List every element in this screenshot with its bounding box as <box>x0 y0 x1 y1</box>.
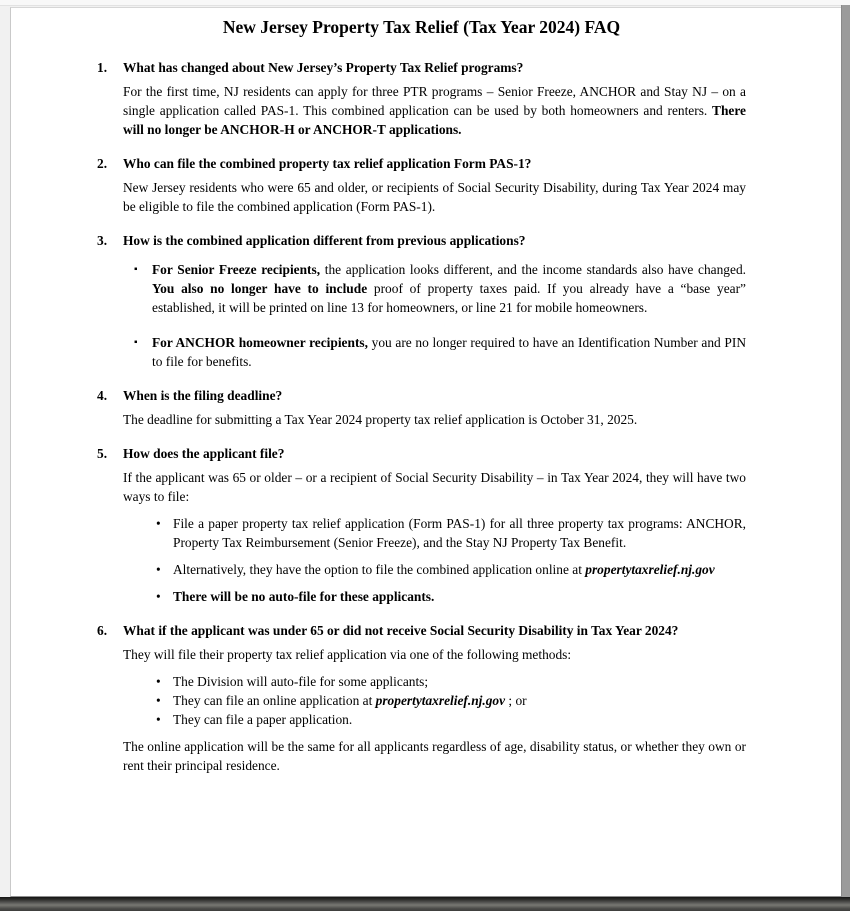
bullet-text <box>152 260 746 317</box>
faq-item <box>97 231 746 371</box>
faq-item-number: 6. <box>97 623 108 638</box>
faq-item-content <box>123 386 746 429</box>
text-run: If the applicant was 65 or older – or a recipient of Social Security Disability – in Tax Year 2024, they will have two ways to file: <box>123 470 746 504</box>
faq-bullet-item <box>123 587 746 606</box>
square-bullet-marker: ▪ <box>134 337 138 348</box>
text-run: you are no longer required to have an Identification Number and PIN to file for benefits. <box>152 335 746 369</box>
text-run: proof of property taxes paid. If you already have a “base year” established, it will be printed on line 13 for homeowners, or line 21 for mobile homeowners. <box>152 281 746 315</box>
text-run: For Senior Freeze recipients, <box>152 262 321 277</box>
faq-item-content <box>123 58 746 139</box>
faq-blocks <box>123 82 746 139</box>
square-bullet-marker: ▪ <box>134 264 138 275</box>
faq-question: What if the applicant was under 65 or did not receive Social Security Disability in Tax Year 2024? <box>123 623 679 638</box>
faq-item-number: 3. <box>97 233 108 248</box>
bullet-text <box>152 333 746 371</box>
bullet-text <box>173 514 746 552</box>
text-run: propertytaxrelief.nj.gov <box>375 693 506 708</box>
faq-item-number: 5. <box>97 446 108 461</box>
faq-paragraph <box>123 645 746 664</box>
faq-item <box>97 621 746 775</box>
faq-question: Who can file the combined property tax relief application Form PAS-1? <box>123 156 532 171</box>
round-bullet-marker: • <box>156 693 161 708</box>
bullet-text <box>173 691 746 710</box>
faq-question: What has changed about New Jersey’s Property Tax Relief programs? <box>123 60 524 75</box>
document-page <box>10 7 841 897</box>
bullet-text <box>173 710 746 729</box>
round-bullet-marker: • <box>156 589 161 604</box>
faq-item-number: 4. <box>97 388 108 403</box>
text-run: There will no longer be ANCHOR-H or ANCHOR-T applications. <box>123 103 746 137</box>
round-bullet-marker: • <box>156 516 161 531</box>
faq-item <box>97 154 746 216</box>
faq-bullet-item <box>123 333 746 371</box>
text-run: The Division will auto-file for some applicants; <box>173 674 429 689</box>
faq-paragraph <box>123 82 746 139</box>
faq-item <box>97 444 746 606</box>
text-run: propertytaxrelief.nj.gov <box>585 562 715 577</box>
faq-blocks <box>123 468 746 606</box>
faq-bullet-item <box>123 560 746 579</box>
faq-item-content <box>123 154 746 216</box>
scrollbar-track[interactable] <box>841 5 850 897</box>
faq-bullet-item <box>123 691 746 710</box>
text-run: Alternatively, they have the option to file the combined application online at <box>173 562 586 577</box>
text-run: The online application will be the same for all applicants regardless of age, disability status, or whether they own or rent their principal residence. <box>123 739 746 773</box>
text-run: For ANCHOR homeowner recipients, <box>152 335 368 350</box>
text-run: File a paper property tax relief application (Form PAS-1) for all three property tax programs: ANCHOR, Property Tax Reimbursement (Senior Freeze), and the Stay NJ Property Tax Benefit. <box>173 516 746 550</box>
faq-blocks <box>123 260 746 371</box>
text-run: You also no longer have to include <box>152 281 368 296</box>
faq-item-content <box>123 621 746 775</box>
round-bullet-marker: • <box>156 674 161 689</box>
faq-bullet-item <box>123 260 746 317</box>
faq-blocks <box>123 410 746 429</box>
document-title: New Jersey Property Tax Relief (Tax Year 2024) FAQ <box>222 17 621 37</box>
round-bullet-marker: • <box>156 712 161 727</box>
bullet-text <box>173 587 746 606</box>
faq-blocks <box>123 645 746 775</box>
faq-paragraph <box>123 178 746 216</box>
faq-list <box>97 58 746 775</box>
faq-item-number: 2. <box>97 156 108 171</box>
window-top-edge <box>0 0 850 6</box>
faq-paragraph <box>123 737 746 775</box>
faq-question: When is the filing deadline? <box>123 388 283 403</box>
bullet-text <box>173 560 746 579</box>
faq-bullet-item <box>123 514 746 552</box>
faq-paragraph <box>123 468 746 506</box>
faq-item-content <box>123 231 746 371</box>
bullet-text <box>173 672 746 691</box>
text-run: They will file their property tax relief application via one of the following methods: <box>123 647 572 662</box>
window-bottom-bar <box>0 897 850 911</box>
text-run: New Jersey residents who were 65 and older, or recipients of Social Security Disability, during Tax Year 2024 may be eligible to file the combined application (Form PAS-1). <box>123 180 746 214</box>
faq-bullet-item <box>123 710 746 729</box>
text-run: There will be no auto-file for these applicants. <box>173 589 435 604</box>
faq-item-content <box>123 444 746 606</box>
faq-item <box>97 386 746 429</box>
text-run: the application looks different, and the income standards also have changed. <box>320 262 746 277</box>
faq-blocks <box>123 178 746 216</box>
text-run: The deadline for submitting a Tax Year 2024 property tax relief application is October 31, 2025. <box>123 412 638 427</box>
text-run: They can file a paper application. <box>173 712 353 727</box>
text-run: They can file an online application at <box>173 693 376 708</box>
faq-bullet-item <box>123 672 746 691</box>
faq-question: How is the combined application different from previous applications? <box>123 233 526 248</box>
faq-item-number: 1. <box>97 60 108 75</box>
faq-question: How does the applicant file? <box>123 446 285 461</box>
text-run: ; or <box>505 693 527 708</box>
faq-paragraph <box>123 410 746 429</box>
faq-item <box>97 58 746 139</box>
round-bullet-marker: • <box>156 562 161 577</box>
text-run: For the first time, NJ residents can apply for three PTR programs – Senior Freeze, ANCHOR and Stay NJ – on a single application called PAS-1. This combined application can be used by both homeowners and renters. <box>123 84 746 118</box>
